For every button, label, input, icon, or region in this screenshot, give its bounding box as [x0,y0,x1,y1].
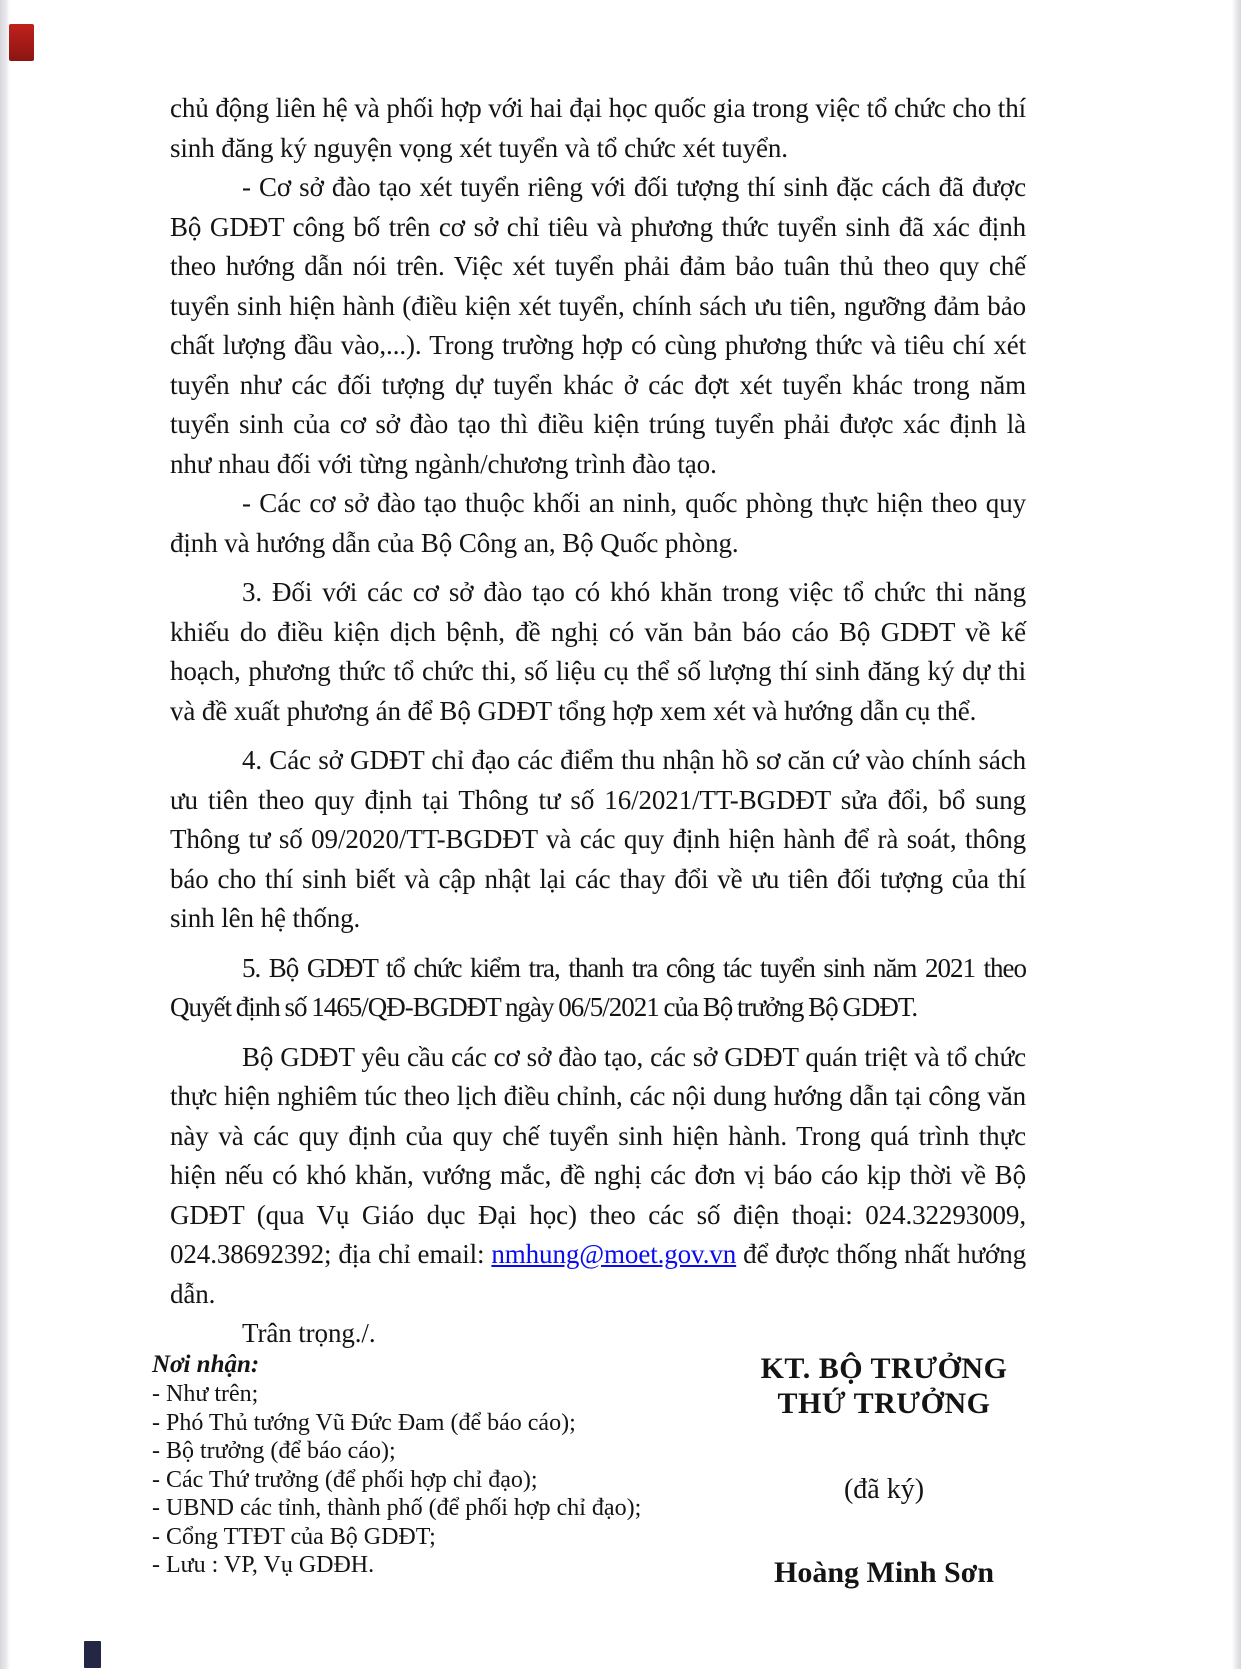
body-paragraph: - Cơ sở đào tạo xét tuyển riêng với đối tượng thí sinh đặc cách đã được Bộ GDĐT công bố trên cơ sở chỉ tiêu và phương thức tuyển sinh đã xác định theo hướng dẫn nói trên. Việc xét tuyển phải đảm bảo tuân thủ theo quy chế tuyển sinh hiện hành (điều kiện xét tuyển, chính sách ưu tiên, ngưỡng đảm bảo chất lượng đầu vào,...). Trong trường hợp có cùng phương thức và tiêu chí xét tuyển như các đối tượng dự tuyển khác ở các đợt xét tuyển khác trong năm tuyển sinh của cơ sở đào tạo thì điều kiện trúng tuyển phải được xác định là như nhau đối với từng ngành/chương trình đào tạo. [170,172,1026,479]
recipients-list [152,1380,752,1580]
recipients-title: Nơi nhận: [152,1351,260,1378]
body-paragraph: 4. Các sở GDĐT chỉ đạo các điểm thu nhận hồ sơ căn cứ vào chính sách ưu tiên theo quy định tại Thông tư số 16/2021/TT-BGDĐT sửa đổi, bổ sung Thông tư số 09/2020/TT-BGDĐT và các quy định hiện hành để rà soát, thông báo cho thí sinh biết và cập nhật lại các thay đổi về ưu tiên đối tượng của thí sinh lên hệ thống. [170,745,1026,933]
body-paragraph: - Các cơ sở đào tạo thuộc khối an ninh, quốc phòng thực hiện theo quy định và hướng dẫn của Bộ Công an, Bộ Quốc phòng. [170,488,1026,558]
contact-paragraph [170,1038,1026,1315]
recipient-item: - Cổng TTĐT của Bộ GDĐT; [152,1523,436,1550]
recipient-item: - UBND các tỉnh, thành phố (để phối hợp chỉ đạo); [152,1495,642,1521]
body-paragraph: 5. Bộ GDĐT tổ chức kiểm tra, thanh tra công tác tuyển sinh năm 2021 theo Quyết định số 1465/QĐ-BGDĐT ngày 06/5/2021 của Bộ trưởng Bộ GDĐT. [170,952,1026,1022]
signature-position: THỨ TRƯỞNG [777,1387,991,1420]
signed-note: (đã ký) [843,1474,925,1505]
recipient-item: - Các Thứ trưởng (để phối hợp chỉ đạo); [152,1466,538,1493]
recipient-item: - Phó Thủ tướng Vũ Đức Đam (để báo cáo); [152,1409,576,1436]
scan-artifact-dark [84,1641,101,1668]
page-left-edge [0,0,10,1669]
recipient-item: - Lưu : VP, Vụ GDĐH. [152,1552,375,1578]
signature-block [728,1351,1040,1591]
closing-line: Trân trọng./. [242,1318,376,1348]
contact-text-after: để được thống nhất hướng dẫn. [170,1239,1027,1309]
signer-name: Hoàng Minh Sơn [773,1556,995,1589]
recipients-block [152,1350,752,1580]
letter-body [170,89,1026,1354]
email-link[interactable]: nmhung@moet.gov.vn [491,1239,737,1269]
recipient-item: - Bộ trưởng (để báo cáo); [152,1438,396,1464]
contact-text-before: Bộ GDĐT yêu cầu các cơ sở đào tạo, các sở GDĐT quán triệt và tổ chức thực hiện nghiêm túc theo lịch điều chỉnh, các nội dung hướng dẫn tại công văn này và các quy định của quy chế tuyển sinh hiện hành. Trong quá trình thực hiện nếu có khó khăn, vướng mắc, đề nghị các đơn vị báo cáo kịp thời về Bộ GDĐT (qua Vụ Giáo dục Đại học) theo các số điện thoại: 024.32293009, 024.38692392; địa chỉ email: [170,1041,1026,1269]
body-paragraph: 3. Đối với các cơ sở đào tạo có khó khăn trong việc tổ chức thi năng khiếu do điều kiện dịch bệnh, đề nghị có văn bản báo cáo Bộ GDĐT về kế hoạch, phương thức tổ chức thi, số liệu cụ thể số lượng thí sinh đăng ký dự thi và đề xuất phương án để Bộ GDĐT tổng hợp xem xét và hướng dẫn cụ thể. [170,577,1026,726]
signature-authority: KT. BỘ TRƯỞNG [760,1352,1008,1385]
page-right-edge [1232,0,1241,1669]
recipient-item: - Như trên; [152,1381,259,1407]
scan-artifact-red [9,24,34,61]
body-paragraph: chủ động liên hệ và phối hợp với hai đại học quốc gia trong việc tổ chức cho thí sinh đăng ký nguyện vọng xét tuyển và tổ chức xét tuyển. [170,93,1026,163]
body-paragraphs [170,89,1026,1028]
